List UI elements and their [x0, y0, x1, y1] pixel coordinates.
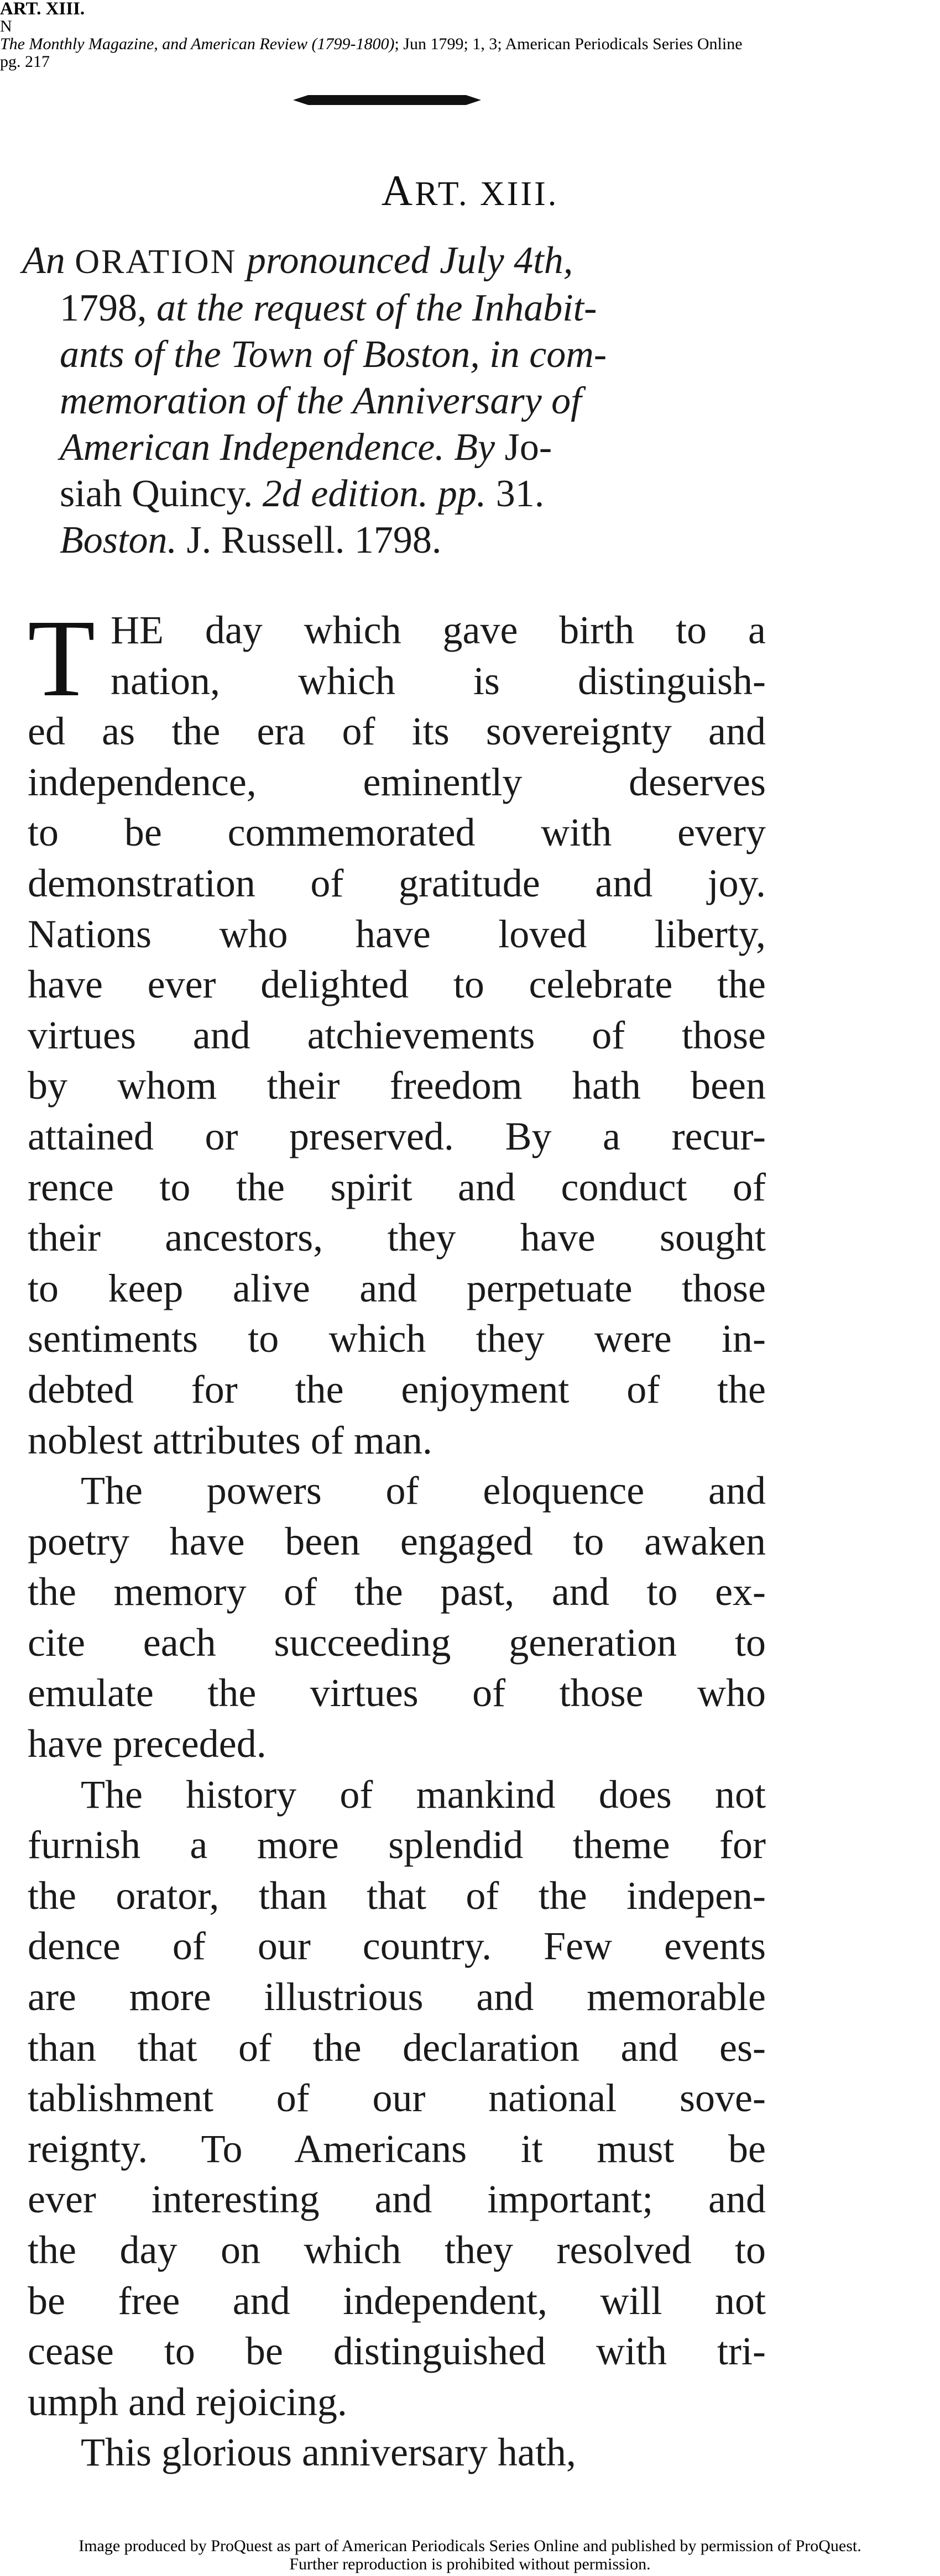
body-line: virtues and atchievements of those	[28, 1012, 766, 1057]
body-line: by whom their freedom hath been	[28, 1063, 766, 1108]
body-line: have preceded.	[28, 1722, 267, 1766]
body-line: nation, which is distinguish-	[111, 658, 766, 703]
metadata-source-title: The Monthly Magazine, and American Review (1799-1800)	[0, 35, 395, 53]
body-line: This glorious anniversary hath,	[81, 2430, 576, 2475]
citation-line-4: memoration of the Anniversary of	[60, 380, 582, 422]
body-line: emulate the virtues of those who	[28, 1671, 766, 1715]
body-line: the memory of the past, and to ex-	[28, 1570, 766, 1614]
body-line: HE day which gave birth to a	[111, 608, 766, 652]
body-line: are more illustrious and memorable	[28, 1975, 766, 2019]
body-line: than that of the declaration and es-	[28, 2025, 766, 2070]
body-line: cease to be distinguished with tri-	[28, 2329, 766, 2374]
citation-line-2	[22, 285, 763, 332]
citation-place: Boston.	[60, 519, 177, 562]
citation-line-7	[22, 517, 763, 564]
body-line: dence of our country. Few events	[28, 1924, 766, 1969]
body-line: tablishment of our national sove-	[28, 2076, 766, 2121]
citation-edition: 2d edition. pp.	[262, 473, 487, 515]
citation-author: Jo-	[504, 426, 552, 469]
body-line: ed as the era of its sovereignty and	[28, 709, 766, 754]
body-line: to be commemorated with every	[28, 810, 766, 855]
drop-cap: T	[28, 597, 96, 720]
citation-author: siah Quincy.	[60, 473, 263, 515]
citation-line-6	[22, 471, 763, 517]
body-line: be free and independent, will not	[28, 2278, 766, 2323]
metadata-letter: N	[0, 17, 12, 35]
citation-pages: 31.	[486, 473, 545, 515]
body-line: The history of mankind does not	[81, 1772, 766, 1817]
citation-line-3: ants of the Town of Boston, in com-	[60, 333, 607, 376]
bibliographic-citation	[22, 238, 763, 564]
body-line: reignty. To Americans it must be	[28, 2126, 766, 2171]
body-line: cite each succeeding generation to	[28, 1620, 766, 1665]
citation-publisher: J. Russell. 1798.	[176, 519, 442, 562]
ornamental-rule	[293, 95, 481, 105]
citation-text: at the request of the Inhabit-	[147, 287, 597, 329]
body-line: have ever delighted to celebrate the	[28, 962, 766, 1007]
citation-line-5	[22, 424, 763, 471]
body-line: attained or preserved. By a recur-	[28, 1114, 766, 1158]
article-body	[28, 597, 766, 2478]
citation-line-1	[22, 238, 763, 285]
body-line: ever interesting and important; and	[28, 2177, 766, 2222]
metadata-page: pg. 217	[0, 53, 50, 71]
body-line: The powers of eloquence and	[81, 1468, 766, 1513]
citation-text: pronounced July 4th,	[237, 239, 573, 282]
body-line: their ancestors, they have sought	[28, 1215, 766, 1260]
body-line: independence, eminently deserves	[28, 759, 766, 804]
body-line: rence to the spirit and conduct of	[28, 1164, 766, 1209]
metadata-source	[0, 35, 940, 53]
body-line: sentiments to which they were in-	[28, 1316, 766, 1361]
citation-year: 1798,	[60, 287, 147, 329]
citation-oration: ORATION	[75, 243, 237, 281]
article-heading	[0, 166, 940, 216]
body-line: to keep alive and perpetuate those	[28, 1266, 766, 1310]
body-line: poetry have been engaged to awaken	[28, 1519, 766, 1564]
body-line: noblest attributes of man.	[28, 1418, 432, 1462]
body-line: the orator, than that of the indepen-	[28, 1873, 766, 1918]
body-line: umph and rejoicing.	[28, 2379, 347, 2424]
page-footer	[0, 2537, 940, 2573]
body-line: furnish a more splendid theme for	[28, 1823, 766, 1867]
body-line: debted for the enjoyment of the	[28, 1367, 766, 1412]
citation-text: An	[22, 239, 75, 282]
footer-credit: Image produced by ProQuest as part of American Periodicals Series Online and published by permission of ProQuest.	[79, 2537, 861, 2555]
document-metadata	[0, 0, 940, 71]
article-heading-rest: RT. XIII.	[415, 175, 559, 213]
article-heading-initial: A	[381, 166, 415, 214]
metadata-title: ART. XIII.	[0, 0, 85, 19]
body-line: Nations who have loved liberty,	[28, 911, 766, 956]
body-line: demonstration of gratitude and joy.	[28, 861, 766, 905]
metadata-source-details: ; Jun 1799; 1, 3; American Periodicals Series Online	[394, 35, 743, 53]
footer-notice: Further reproduction is prohibited without permission.	[289, 2555, 651, 2573]
citation-text: American Independence. By	[60, 426, 505, 469]
body-line: the day on which they resolved to	[28, 2228, 766, 2272]
